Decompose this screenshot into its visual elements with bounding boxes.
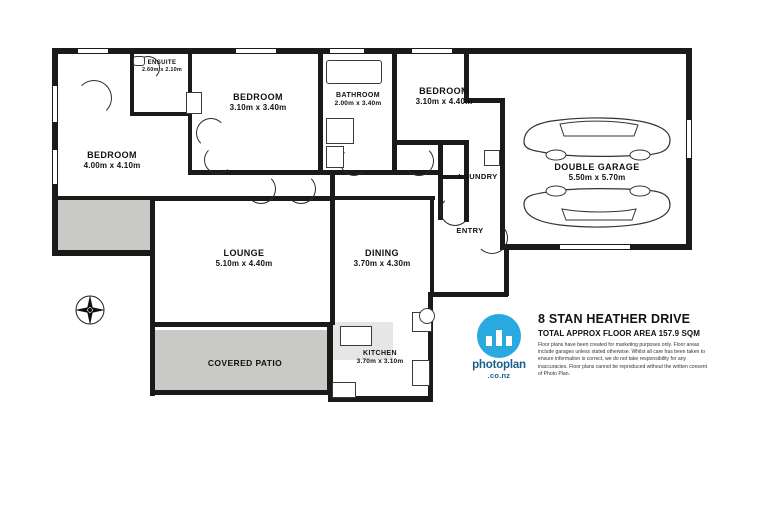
logo-house-icon [486, 328, 512, 346]
wall-bath-left [318, 54, 323, 175]
room-label-bedroom-3: BEDROOM 3.10m x 4.40m [415, 86, 473, 106]
wall-top [52, 48, 692, 54]
total-floor-area: TOTAL APPROX FLOOR AREA 157.9 SQM [538, 329, 700, 338]
door-arc-hall-2 [246, 174, 276, 204]
shower-icon [326, 118, 354, 144]
title-block [468, 312, 713, 384]
pantry-icon [332, 382, 356, 398]
room-label-covered-patio: COVERED PATIO [207, 358, 283, 368]
disclaimer-text: Floor plans have been created for marketing purposes only. Floor areas include garages unless stated otherwise. Whilst all care has been taken to ensure information is correct, we do not take responsibility for any inaccuracies. Floor plans cannot be reproduced without the written consent of Photo Plan. [538, 342, 708, 377]
door-arc-hall-3 [286, 174, 316, 204]
wall-entry-right [504, 250, 509, 296]
door-arc-bedroom3 [404, 146, 434, 176]
laundry-tub-icon [484, 150, 500, 166]
car-bottom-icon [516, 182, 676, 236]
wall-bed3-bottom [397, 140, 469, 145]
room-label-entry: ENTRY [456, 226, 484, 235]
title-block-text [538, 312, 713, 378]
room-label-double-garage: DOUBLE GARAGE 5.50m x 5.70m [554, 162, 640, 182]
wall-entry-bottom [430, 292, 508, 297]
garage-door-gap [560, 245, 630, 249]
window-gap-3 [330, 49, 364, 53]
wall-lounge-bottom [150, 322, 332, 327]
wall-dining-east [430, 196, 434, 296]
cooktop-icon [419, 308, 435, 324]
toilet-ensuite-icon [186, 92, 202, 114]
room-label-dining: DINING 3.70m x 4.30m [353, 248, 411, 268]
door-arc-bedroom-left [76, 80, 112, 116]
wall-bedroom-left-deckline [52, 196, 155, 200]
wall-ensuite-bottom [130, 112, 192, 116]
window-gap-6 [53, 150, 57, 184]
window-gap-4 [412, 49, 452, 53]
compass-rose-icon [72, 292, 108, 328]
kitchen-sink-icon [340, 326, 372, 346]
car-top-icon [516, 108, 676, 162]
wall-bath-right [392, 54, 397, 175]
photoplan-logo [468, 314, 530, 380]
property-address: 8 STAN HEATHER DRIVE [538, 312, 691, 326]
bathtub-icon [326, 60, 382, 84]
door-arc-laundry [440, 196, 470, 226]
room-label-kitchen: KITCHEN 3.70m x 3.10m [356, 350, 404, 366]
window-gap-2 [236, 49, 276, 53]
wall-dining-top [335, 196, 435, 200]
wall-bedroom-left-bottom [52, 250, 155, 256]
logo-text-conz: .co.nz [487, 371, 511, 380]
room-label-bedroom-main: BEDROOM 4.00m x 4.10m [83, 150, 141, 170]
deck-left [57, 198, 154, 256]
window-gap-1 [78, 49, 108, 53]
door-arc-bathroom [340, 148, 368, 176]
wall-patio-bottom [150, 390, 332, 395]
logo-text-photoplan: photoplan [472, 359, 526, 371]
logo-circle-icon [477, 314, 521, 358]
room-label-bathroom: BATHROOM 2.00m x 3.40m [334, 92, 382, 108]
door-arc-bedroom2 [196, 118, 226, 148]
wall-patio-left [150, 322, 155, 394]
room-label-laundry: LAUNDRY [458, 172, 498, 181]
room-label-bedroom-2: BEDROOM 3.10m x 3.40m [229, 92, 287, 112]
window-gap-7 [687, 120, 691, 158]
toilet-bathroom-icon [326, 146, 344, 168]
room-label-lounge: LOUNGE 5.10m x 4.40m [215, 248, 273, 268]
room-label-ensuite: ENSUITE 2.60m x 2.10m [142, 60, 182, 74]
door-arc-hall-1 [204, 146, 232, 174]
window-gap-5 [53, 86, 57, 122]
